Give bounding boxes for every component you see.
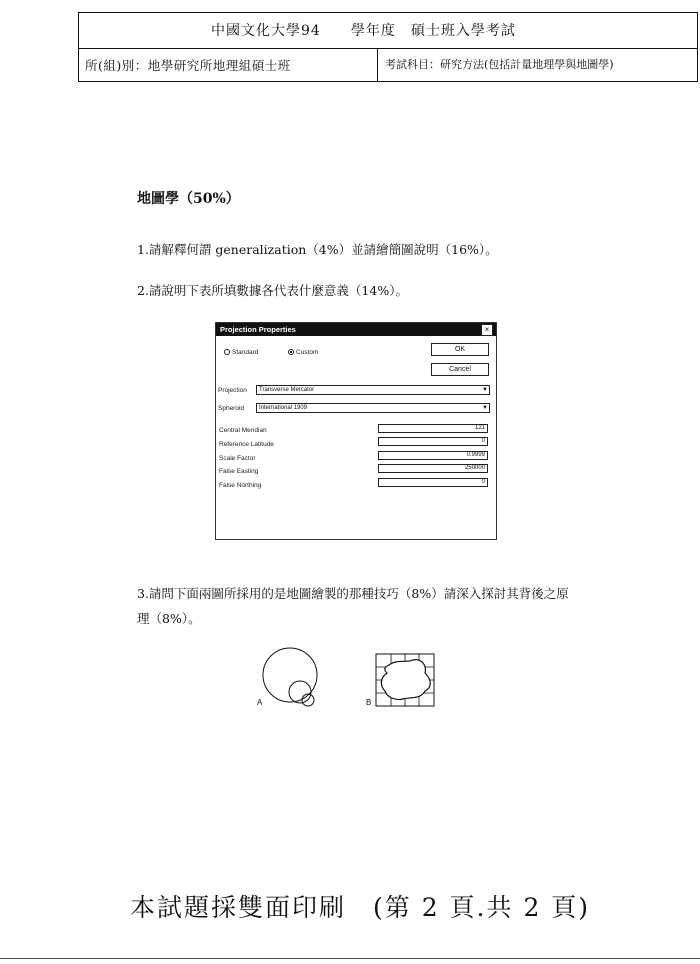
projection-label: Projection (218, 387, 247, 394)
false-northing-label: False Northing (219, 482, 262, 489)
question-1: 1.請解釋何謂 generalization（4%）並請繪簡圖說明（16%）。 (137, 242, 498, 257)
chevron-down-icon: ▼ (482, 387, 488, 393)
exam-title: 中國文化大學94 學年度 碩士班入學考試 (211, 23, 516, 39)
figure-b-label: B (366, 698, 372, 707)
false-northing-input[interactable]: 0 (378, 478, 488, 487)
spheroid-label: Spheroid (218, 405, 245, 412)
chevron-down-icon: ▼ (482, 405, 488, 411)
figure-b (375, 653, 437, 709)
radio-custom-icon (288, 349, 294, 355)
question-2: 2.請說明下表所填數據各代表什麼意義（14%）。 (137, 283, 408, 298)
exam-header (78, 12, 698, 82)
false-easting-input[interactable]: 250000 (378, 464, 488, 473)
radio-standard-icon (224, 349, 230, 355)
central-meridian-label: Central Meridian (219, 427, 267, 434)
subject-label: 考試科目：研究方法(包括計量地理學與地圖學) (385, 58, 614, 71)
figure-b-region (381, 660, 430, 700)
scale-factor-label: Scale Factor (219, 455, 256, 462)
projection-properties-dialog (215, 322, 497, 540)
radio-custom[interactable]: Custom (288, 349, 318, 356)
reference-latitude-label: Reference Latitude (219, 441, 274, 448)
question-3-line-1: 3.請問下面兩圖所採用的是地圖繪製的那種技巧（8%）請深入探討其背後之原 (137, 586, 569, 601)
header-vertical-divider (377, 48, 378, 81)
false-easting-label: False Easting (219, 468, 259, 475)
central-meridian-input[interactable]: 121 (378, 424, 488, 433)
bottom-divider (0, 958, 700, 959)
reference-latitude-input[interactable]: 0 (378, 437, 488, 446)
close-icon[interactable]: × (481, 324, 493, 336)
dialog-titlebar (216, 323, 496, 336)
projection-select[interactable]: Transverse Mercator ▼ (256, 385, 490, 395)
section-title: 地圖學（50%） (137, 191, 240, 207)
page-footer: 本試題採雙面印刷 (第 2 頁.共 2 頁) (130, 893, 591, 922)
radio-standard[interactable]: Standard (224, 349, 258, 356)
scale-factor-input[interactable]: 0.9999 (378, 451, 488, 460)
ok-button[interactable]: OK (431, 343, 489, 356)
header-divider (79, 48, 697, 49)
spheroid-select[interactable]: International 1909 ▼ (256, 403, 490, 413)
figure-a-label: A (257, 698, 263, 707)
dialog-title: Projection Properties (220, 325, 296, 334)
question-3-line-2: 理（8%）。 (137, 611, 201, 626)
cancel-button[interactable]: Cancel (431, 363, 489, 376)
department-label: 所(組)別：地學研究所地理組碩士班 (85, 58, 291, 73)
